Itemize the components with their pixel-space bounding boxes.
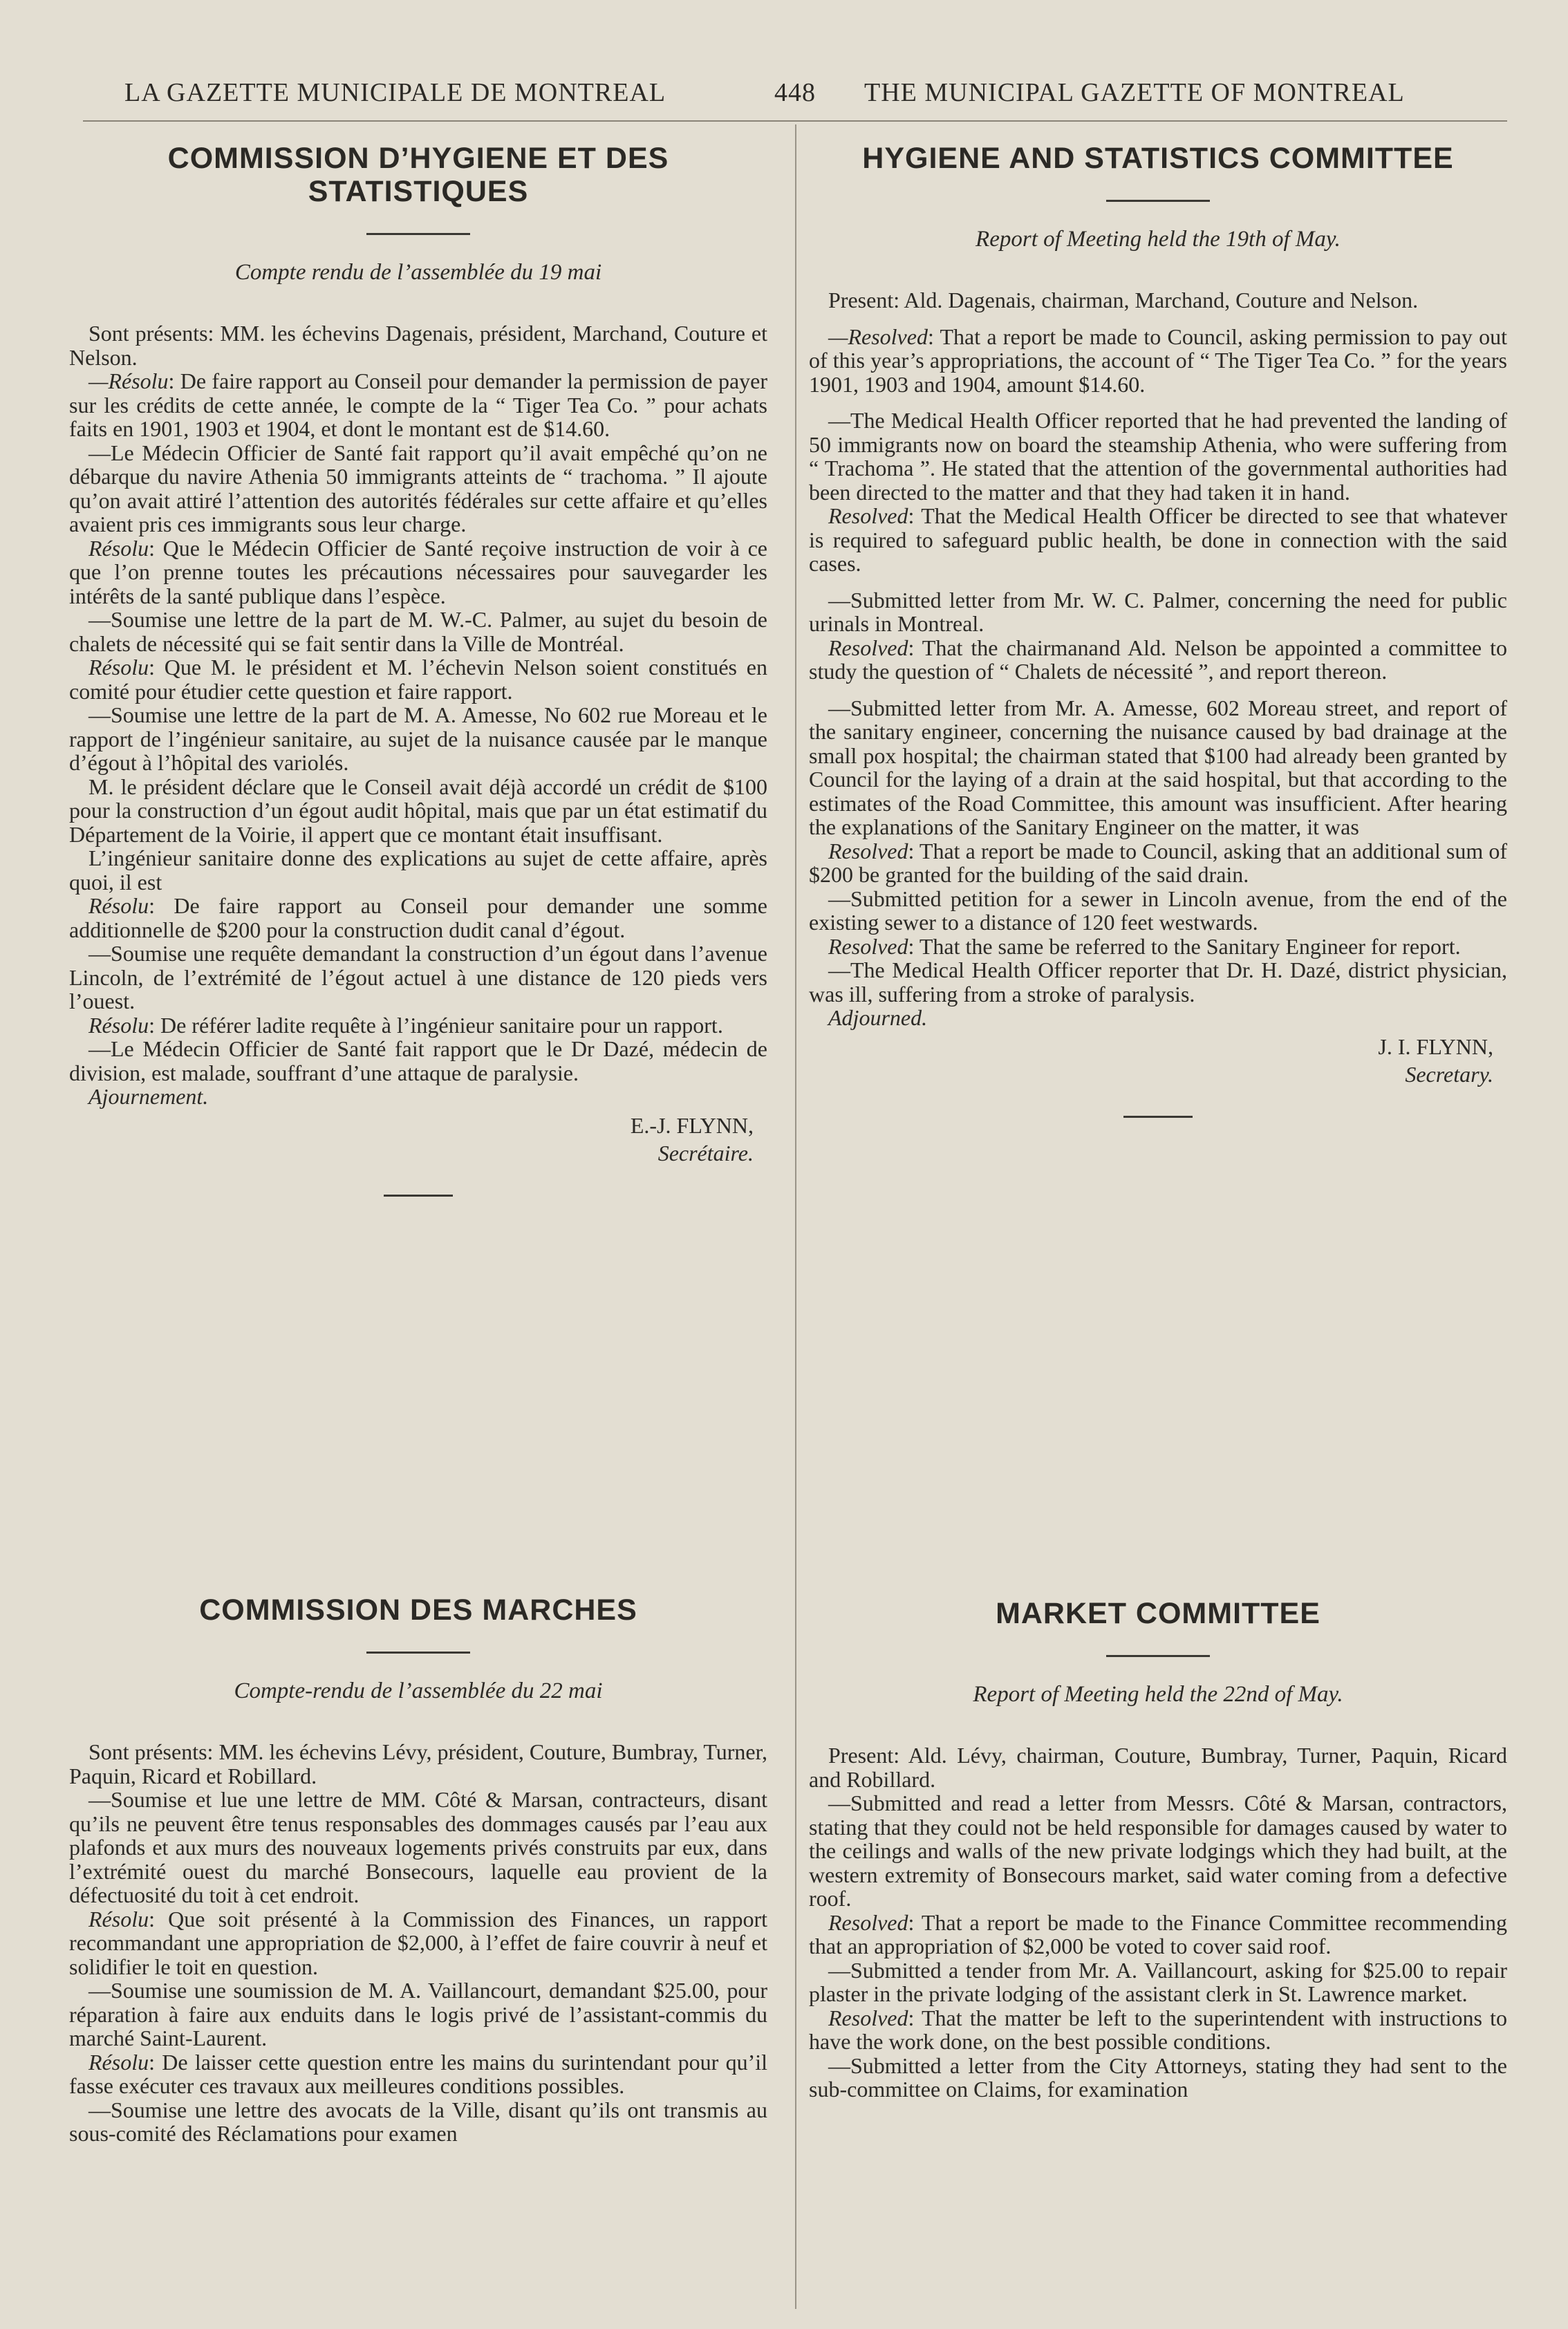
hygiene-french-section xyxy=(69,142,767,1197)
section-title: HYGIENE AND STATISTICS COMMITTEE xyxy=(862,142,1454,175)
paragraph: —Submitted letter from Mr. W. C. Palmer, concerning the need for public urinals in Montreal. xyxy=(809,587,1507,636)
paragraph: —Soumise une soumission de M. A. Vaillancourt, demandant $25.00, pour réparation à faire aux enduits dans le logis privé de l’assistant-commis du marché Saint-Laurent. xyxy=(69,1978,767,2050)
attendance-paragraph: Present: Ald. Dagenais, chairman, Marchand, Couture and Nelson. xyxy=(828,288,1419,312)
section-title: COMMISSION D’HYGIENE ET DES STATISTIQUES xyxy=(167,142,669,208)
resolution-paragraph: Resolved: That the same be referred to the Sanitary Engineer for report. xyxy=(828,933,1461,959)
signature-block xyxy=(69,1112,767,1167)
header-french-title: LA GAZETTE MUNICIPALE DE MONTREAL xyxy=(124,78,666,107)
resolution-paragraph: Resolved: That the matter be left to the superintendent with instructions to have the work done, on the best possible conditions. xyxy=(809,2005,1507,2054)
resolution-paragraph: Résolu: De laisser cette question entre les mains du surintendant pour qu’il fasse exécuter ces travaux aux meilleures conditions possibles. xyxy=(69,2049,767,2098)
resolution-paragraph: Resolved: That a report be made to the Finance Committee recommending that an appropriation of $2,000 be voted to cover said roof. xyxy=(809,1909,1507,1958)
signature-name: J. I. FLYNN, xyxy=(1378,1033,1493,1059)
signature-name: E.-J. FLYNN, xyxy=(630,1112,754,1138)
paragraph: —Soumise une requête demandant la construction d’un égout dans l’avenue Lincoln, de l’extrémité de l’égout actuel à une distance de 120 pieds vers l’ouest. xyxy=(69,941,767,1013)
section-end-rule xyxy=(384,1195,453,1197)
market-french-section xyxy=(69,1593,767,2146)
title-rule xyxy=(1106,200,1210,202)
paragraph: —Soumise une lettre de la part de M. W.-C. Palmer, au sujet du besoin de chalets de nécessité qui se fait sentir dans la Ville de Montréal. xyxy=(69,607,767,656)
resolution-paragraph: Résolu: De référer ladite requête à l’ingénieur sanitaire pour un rapport. xyxy=(88,1012,723,1038)
title-rule xyxy=(366,1652,470,1654)
signature-role: Secretary. xyxy=(1405,1061,1493,1087)
paragraph: —Soumise une lettre de la part de M. A. Amesse, No 602 rue Moreau et le rapport de l’ingénieur sanitaire, au sujet de la nuisance causée par le manque d’égout à l’hôpital des variolés. xyxy=(69,702,767,775)
resolution-paragraph: Résolu: De faire rapport au Conseil pour demander une somme additionnelle de $200 pour la construction dudit canal d’égout. xyxy=(69,893,767,942)
paragraph: —Le Médecin Officier de Santé fait rapport que le Dr Dazé, médecin de division, est malade, souffrant d’une attaque de paralysie. xyxy=(69,1036,767,1085)
paragraph: —The Medical Health Officer reported that he had prevented the landing of 50 immigrants now on board the steamship Athenia, who were suffering from “ Trachoma ”. He stated that the attention of the governmental authorities had been directed to the matter and that they had taken it in hand. xyxy=(809,408,1507,505)
paragraph: —The Medical Health Officer reporter that Dr. H. Dazé, district physician, was ill, suffering from a stroke of paralysis. xyxy=(809,957,1507,1007)
paragraph: —Soumise une lettre des avocats de la Ville, disant qu’ils ont transmis au sous-comité des Réclamations pour examen xyxy=(69,2097,767,2146)
paragraph: L’ingénieur sanitaire donne des explications au sujet de cette affaire, après quoi, il est xyxy=(69,845,767,895)
adjournment: Adjourned. xyxy=(828,1005,928,1030)
attendance-paragraph: Sont présents: MM. les échevins Dagenais, président, Marchand, Couture et Nelson. xyxy=(69,321,767,370)
section-title: MARKET COMMITTEE xyxy=(996,1597,1320,1630)
paragraph: —Resolved: That a report be made to Council, asking permission to pay out of this year’s appropriations, the account of “ The Tiger Tea Co. ” for the years 1901, 1903 and 1904, amount $14.60. xyxy=(809,324,1507,397)
market-english-section xyxy=(809,1597,1507,2102)
title-rule xyxy=(1106,1655,1210,1657)
header-rule xyxy=(83,120,1507,122)
section-end-rule xyxy=(1123,1116,1193,1118)
resolution-paragraph: Résolu: Que le Médecin Officier de Santé reçoive instruction de voir à ce que l’on prenne toutes les précautions nécessaires pour sauvegarder les intérêts de la santé publique dans l’espèce. xyxy=(69,535,767,608)
running-header xyxy=(83,77,1466,119)
section-body xyxy=(69,1740,767,2146)
paragraph: —Submitted letter from Mr. A. Amesse, 602 Moreau street, and report of the sanitary engineer, concerning the nuisance caused by bad drainage at the small pox hospital; the chairman stated that $100 had already been granted by Council for the laying of a drain at the said hospital, but that according to the estimates of the Road Committee, this amount was insufficient. After hearing the explanations of the Sanitary Engineer on the matter, it was xyxy=(809,695,1507,839)
resolution-paragraph: Résolu: Que soit présenté à la Commission des Finances, un rapport recommandant une appropriation de $2,000, à l’effet de faire couvrir à neuf et solidifier le toit en question. xyxy=(69,1906,767,1979)
paragraph: —Résolu: De faire rapport au Conseil pour demander la permission de payer sur les crédits de cette année, le compte de la “ Tiger Tea Co. ” pour achats faits en 1901, 1903 et 1904, et dont le montant est de $14.60. xyxy=(69,368,767,441)
paragraph: —Submitted a tender from Mr. A. Vaillancourt, asking for $25.00 to repair plaster in the private lodging of the assistant clerk in St. Lawrence market. xyxy=(809,1957,1507,2006)
paragraph: —Soumise et lue une lettre de MM. Côté & Marsan, contracteurs, disant qu’ils ne peuvent être tenus responsables des dommages causés par l’eau aux plafonds et aux murs des nouveaux logements privés construits par eux, dans l’extrémité ouest du marché Bonsecours, laquelle eau provient de la défectuosité du toit à cet endroit. xyxy=(69,1787,767,1907)
paragraph: M. le président déclare que le Conseil avait déjà accordé un crédit de $100 pour la construction d’un égout audit hôpital, mais que par un état estimatif du Département de la Voirie, il appert que ce montant était insuffisant. xyxy=(69,774,767,847)
header-english-title: THE MUNICIPAL GAZETTE OF MONTREAL xyxy=(864,78,1405,107)
section-body xyxy=(809,1743,1507,2102)
column-divider xyxy=(795,124,796,2309)
section-body xyxy=(809,288,1507,1118)
signature-block xyxy=(809,1033,1507,1088)
page-number: 448 xyxy=(774,78,816,107)
paragraph: —Submitted petition for a sewer in Lincoln avenue, from the end of the existing sewer to a distance of 120 feet westwards. xyxy=(809,886,1507,935)
section-title: COMMISSION DES MARCHES xyxy=(199,1593,637,1627)
paragraph: —Le Médecin Officier de Santé fait rapport qu’il avait empêché qu’on ne débarque du navire Athenia 50 immigrants atteints de “ trachoma. ” Il ajoute qu’on avait attiré l’attention des autorités fédérales sur cette affaire et qu’elles avaient pris ces immigrants sous leur charge. xyxy=(69,440,767,536)
paragraph: —Submitted and read a letter from Messrs. Côté & Marsan, contractors, stating that they could not be held responsible for damages caused by water to the ceilings and walls of the new private lodgings which they had built, at the western extremity of Bonsecours market, said water coming from a defective roof. xyxy=(809,1790,1507,1911)
section-subtitle: Compte rendu de l’assemblée du 19 mai xyxy=(234,260,602,285)
resolution-paragraph: Resolved: That a report be made to Council, asking that an additional sum of $200 be granted for the building of the said drain. xyxy=(809,838,1507,887)
attendance-paragraph: Sont présents: MM. les échevins Lévy, président, Couture, Bumbray, Turner, Paquin, Ricard et Robillard. xyxy=(69,1739,767,1788)
paragraph: —Submitted a letter from the City Attorneys, stating they had sent to the sub-committee on Claims, for examination xyxy=(809,2052,1507,2102)
section-subtitle: Compte-rendu de l’assemblée du 22 mai xyxy=(234,1678,603,1703)
hygiene-english-section xyxy=(809,142,1507,1118)
adjournment: Ajournement. xyxy=(88,1084,209,1109)
section-subtitle: Report of Meeting held the 19th of May. xyxy=(976,227,1341,252)
section-body xyxy=(69,321,767,1197)
resolution-paragraph: Résolu: Que M. le président et M. l’échevin Nelson soient constitués en comité pour étudier cette question et faire rapport. xyxy=(69,655,767,704)
title-rule xyxy=(366,233,470,235)
section-subtitle: Report of Meeting held the 22nd of May. xyxy=(973,1682,1343,1707)
resolution-paragraph: Resolved: That the Medical Health Officer be directed to see that whatever is required to safeguard public health, be done in connection with the said cases. xyxy=(809,503,1507,576)
signature-role: Secrétaire. xyxy=(657,1140,754,1166)
attendance-paragraph: Present: Ald. Lévy, chairman, Couture, Bumbray, Turner, Paquin, Ricard and Robillard. xyxy=(809,1743,1507,1792)
resolution-paragraph: Resolved: That the chairmanand Ald. Nelson be appointed a committee to study the question of “ Chalets de nécessité ”, and report thereon. xyxy=(809,635,1507,684)
